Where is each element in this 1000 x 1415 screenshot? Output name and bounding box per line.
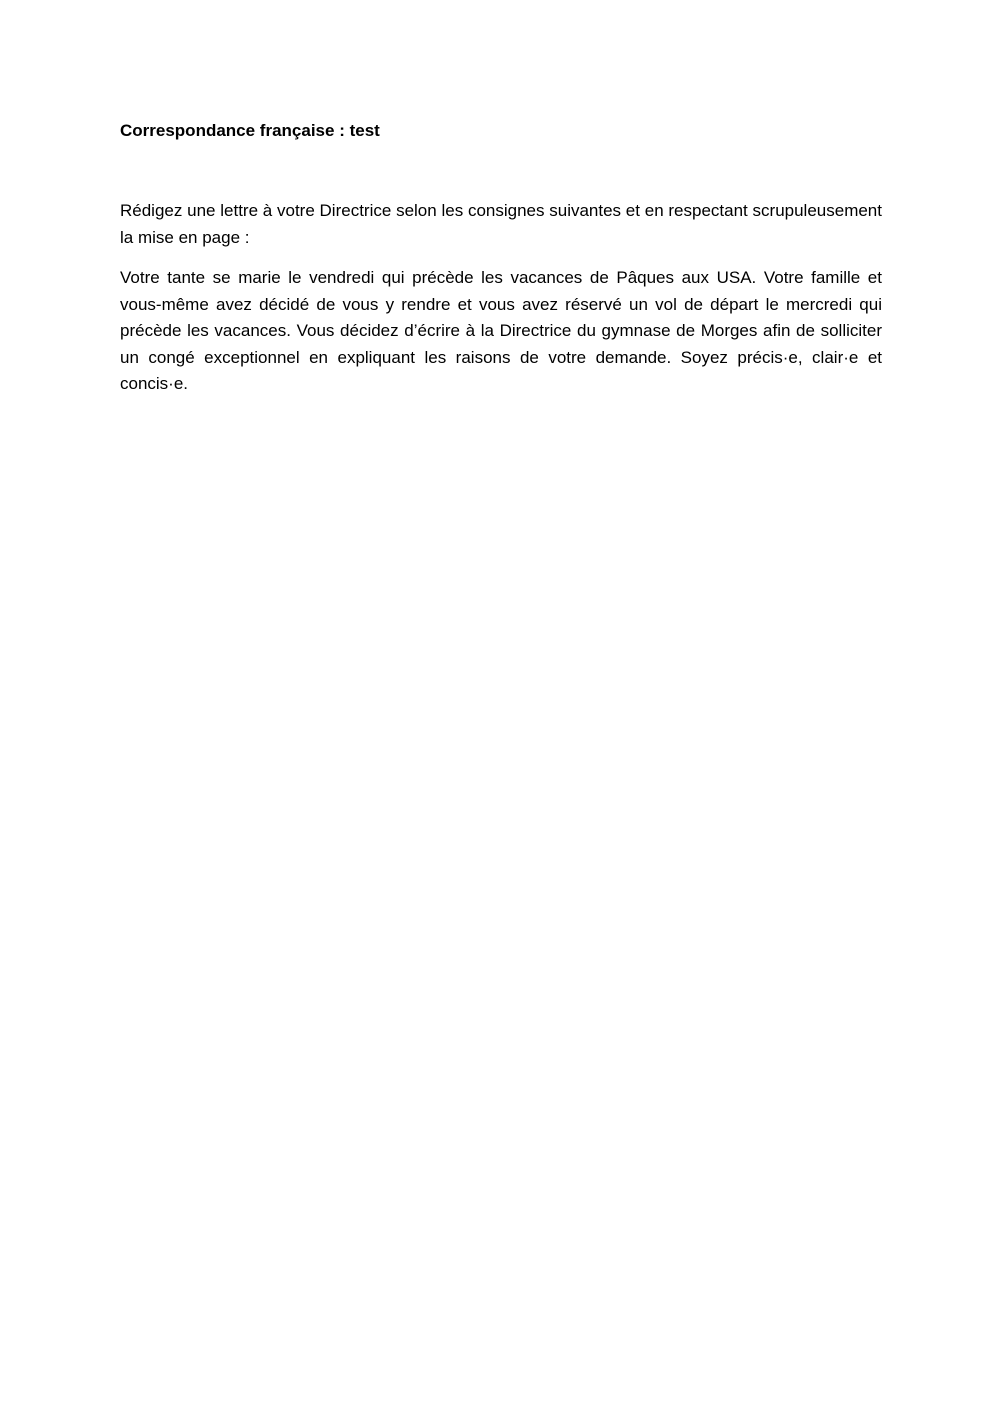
document-title: Correspondance française : test xyxy=(120,121,380,140)
scenario-paragraph: Votre tante se marie le vendredi qui précède les vacances de Pâques aux USA. Votre famille et vous-même avez décidé de vous y rendre et vous avez réservé un vol de départ le mercredi qui précède les vacances. Vous décidez d’écrire à la Directrice du gymnase de Morges afin de solliciter un congé exceptionnel en expliquant les raisons de votre demande. Soyez précis·e, clair·e et concis·e. xyxy=(120,268,882,393)
instruction-paragraph: Rédigez une lettre à votre Directrice selon les consignes suivantes et en respectant scrupuleusement la mise en page : xyxy=(120,201,882,247)
document-content xyxy=(120,118,882,398)
